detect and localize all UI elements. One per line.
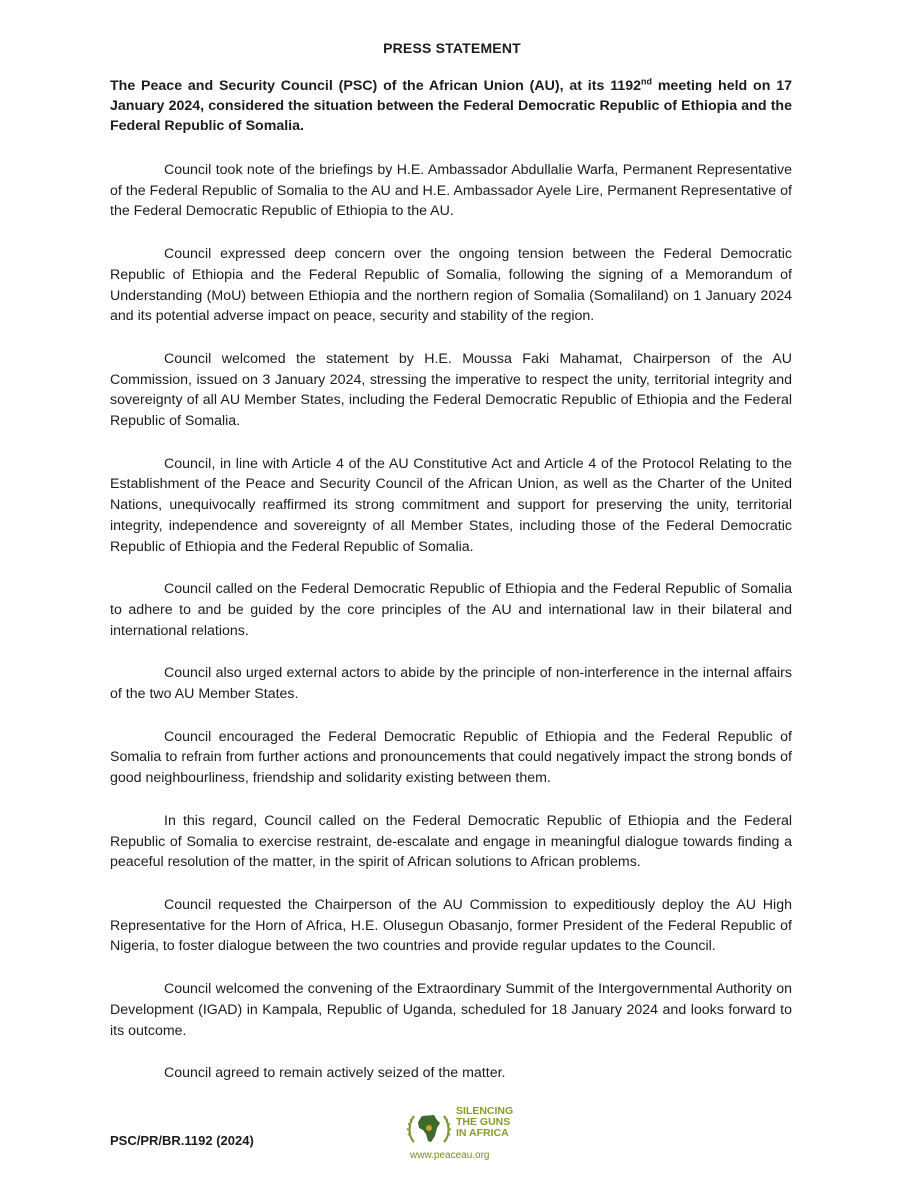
logo-website: www.peaceau.org [410, 1150, 490, 1161]
paragraph-concern: Council expressed deep concern over the ongoing tension between the Federal Democratic Republic of Ethiopia and the Federal Republic of Somalia, following the signing of a Memorandum of Understanding (MoU) between Ethiopia and the northern region of Somalia (Somaliland) on 1 January 2024 and its potential adverse impact on peace, security and stability of the region. [110, 246, 792, 325]
logo-text-line3: IN AFRICA [456, 1127, 509, 1139]
lead-text-part1: The Peace and Security Council (PSC) of the African Union (AU), at its 1192 [110, 78, 641, 94]
paragraph-chairperson-statement: Council welcomed the statement by H.E. Moussa Faki Mahamat, Chairperson of the AU Commission, issued on 3 January 2024, stressing the imperative to respect the unity, territorial integrity and sovereignty of all AU Member States, including the Federal Democratic Republic of Ethiopia and the Federal Republic of Somalia. [110, 350, 792, 430]
paragraph-reaffirmation: Council, in line with Article 4 of the AU Constitutive Act and Article 4 of the Protocol Relating to the Establishment of the Peace and Security Council of the African Union, as well as the Charter of the United Nations, unequivocally reaffirmed its strong commitment and support for preserving the unity, territorial integrity, independence and sovereignty of all Member States, including those of the Federal Democratic Republic of Ethiopia and the Federal Republic of Somalia. [110, 455, 792, 555]
paragraph-core-principles: Council called on the Federal Democratic Republic of Ethiopia and the Federal Republic of Somalia to adhere to and be guided by the core principles of the AU and international law in their bilateral and international relations. [110, 581, 792, 639]
paragraph-seized: Council agreed to remain actively seized of the matter. [164, 1065, 506, 1082]
africa-map-emblem-icon [404, 1106, 454, 1150]
lead-paragraph [110, 76, 792, 136]
document-reference: PSC/PR/BR.1192 (2024) [110, 1133, 254, 1148]
paragraph-high-representative: Council requested the Chairperson of the AU Commission to expeditiously deploy the AU High Representative for the Horn of Africa, H.E. Olusegun Obasanjo, former President of the Federal Republic of Nigeria, to foster dialogue between the two countries and provide regular updates to the Council. [110, 896, 792, 955]
logo-text-line1: SILENCING [456, 1105, 514, 1117]
logo-text-line2: THE GUNS [456, 1116, 511, 1128]
paragraph-igad-summit: Council welcomed the convening of the Extraordinary Summit of the Intergovernmental Authority on Development (IGAD) in Kampala, Republic of Uganda, scheduled for 18 January 2024 and looks forward to its outcome. [110, 981, 792, 1039]
lead-text-part2: meeting held on 17 January 2024, considered the situation between the Federal Democratic Republic of Ethiopia and the Federal Republic of Somalia. [110, 78, 792, 134]
lead-superscript: nd [640, 76, 652, 87]
paragraph-refrain: Council encouraged the Federal Democratic Republic of Ethiopia and the Federal Republic of Somalia to refrain from further actions and pronouncements that could negatively impact the strong bonds of good neighbourliness, friendship and solidarity existing between them. [110, 728, 792, 787]
paragraph-non-interference: Council also urged external actors to abide by the principle of non-interference in the internal affairs of the two AU Member States. [110, 665, 792, 703]
document-title: PRESS STATEMENT [383, 40, 521, 56]
paragraph-briefings: Council took note of the briefings by H.E. Ambassador Abdullalie Warfa, Permanent Representative of the Federal Republic of Somalia to the AU and H.E. Ambassador Ayele Lire, Permanent Representative of the Federal Democratic Republic of Ethiopia to the AU. [110, 162, 792, 220]
statement-body [110, 160, 792, 1106]
paragraph-restraint: In this regard, Council called on the Federal Democratic Republic of Ethiopia and the Federal Republic of Somalia to exercise restraint, de-escalate and engage in meaningful dialogue towards finding a peaceful resolution of the matter, in the spirit of African solutions to African problems. [110, 812, 792, 871]
silencing-the-guns-logo [400, 1106, 520, 1162]
